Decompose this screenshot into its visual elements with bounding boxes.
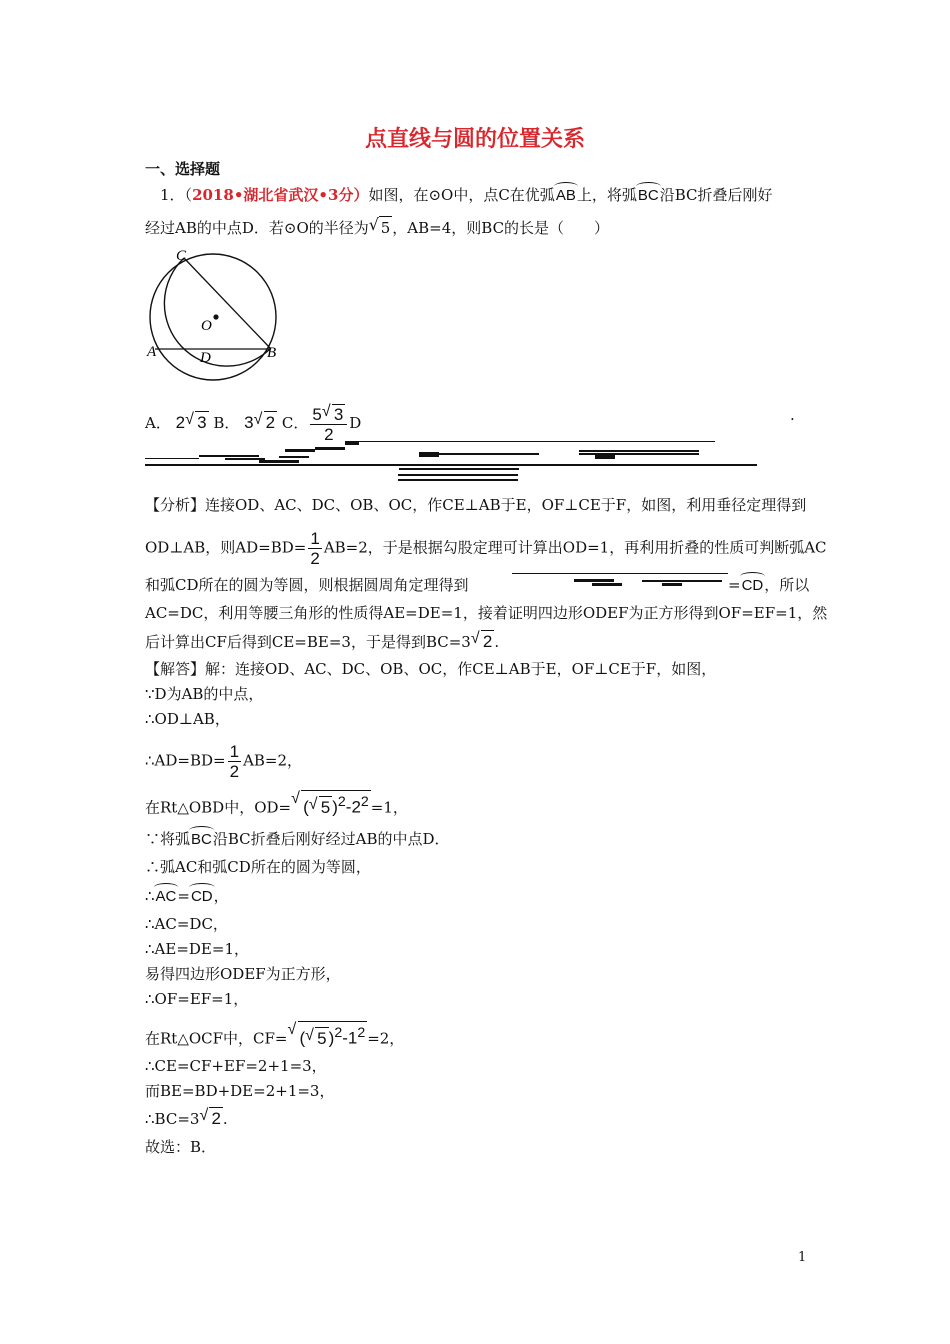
option-b-sqrt: √ 2 bbox=[254, 411, 277, 434]
analysis-line-3: 和弧CD所在的圆为等圆，则根据圆周角定理得到 bbox=[145, 576, 469, 594]
arc-bc: BC bbox=[637, 185, 660, 207]
option-a-label: A． bbox=[145, 414, 171, 432]
garbled-scan-inline bbox=[512, 570, 728, 588]
circle-figure bbox=[143, 246, 293, 386]
sqrt-radius: √ 5 bbox=[369, 216, 393, 239]
center-point bbox=[213, 314, 218, 319]
solution-line-13: 在Rt△OCF中，CF=√ (√ 5 )$^2-1^2 =2$， bbox=[145, 1021, 404, 1050]
solution-line-2: ∵D为AB的中点， bbox=[145, 685, 264, 703]
question-line-1: 1．（2018•湖北省武汉•3分）如图，在⊙O中，点C在优弧AB上，将弧BC沿BC折叠后刚好 bbox=[160, 184, 772, 207]
page-number: 1 bbox=[798, 1250, 807, 1265]
main-circle bbox=[150, 254, 276, 380]
option-b-label: B． bbox=[213, 414, 240, 432]
option-c-fraction: $\frac{5√ 3}{2}$ bbox=[310, 404, 347, 444]
option-a-coef: 2 bbox=[175, 413, 186, 432]
question-line-2: 经过AB的中点D．若⊙O的半径为√ 5 ，AB=4，则BC的长是（ ） bbox=[145, 216, 609, 239]
solution-line-12: ∴OF=EF=1， bbox=[145, 990, 249, 1008]
sqrt-cf: √ (√ 5 )$^2-1^2$ bbox=[288, 1021, 368, 1050]
solution-line-17: 故选：B． bbox=[145, 1138, 217, 1156]
arc-ab: AB bbox=[555, 185, 577, 207]
analysis-line-1: 【分析】连接OD、AC、DC、OB、OC，作CE⊥AB于E，OF⊥CE于F，如图，利用垂径定理得到 bbox=[145, 496, 807, 514]
chord-bc bbox=[184, 258, 271, 349]
answer-options bbox=[145, 404, 361, 444]
fraction-half-2: $\frac{1}{2}$ bbox=[229, 742, 240, 781]
garbled-scan-strip bbox=[145, 440, 757, 470]
page-title: 点直线与圆的位置关系 bbox=[364, 126, 585, 152]
sqrt-two: √ 2 bbox=[471, 630, 494, 653]
option-d-label: D bbox=[349, 414, 362, 432]
arc-ac: AC bbox=[155, 886, 178, 908]
analysis-line-2: OD⊥AB，则AD=BD= $\frac{1}{2}$ AB=2，于是根据勾股定理可计算出OD=1，再利用折叠的性质可判断弧AC bbox=[145, 529, 827, 568]
solution-line-14: ∴CE=CF+EF=2+1=3， bbox=[145, 1057, 327, 1075]
analysis-line-4: AC=DC，利用等腰三角形的性质得AE=DE=1，接着证明四边形ODEF为正方形得到OF=EF=1，然 bbox=[145, 604, 828, 622]
question-number: 1． bbox=[160, 186, 185, 204]
source-place: 湖北省武汉 bbox=[243, 186, 319, 204]
analysis-line-3-tail: =CD，所以 bbox=[728, 574, 809, 597]
solution-line-8: ∴AC=CD， bbox=[145, 885, 229, 908]
sqrt-two-2: √ 2 bbox=[199, 1107, 222, 1130]
solution-line-1: 【解答】解：连接OD、AC、DC、OB、OC，作CE⊥AB于E，OF⊥CE于F，如图， bbox=[145, 660, 717, 678]
label-d: D bbox=[200, 350, 211, 366]
solution-line-5: 在Rt△OBD中，OD=√ (√ 5 )$^2-2^2 =1$， bbox=[145, 790, 408, 819]
arc-cd: CD bbox=[741, 575, 765, 597]
solution-line-11: 易得四边形ODEF为正方形， bbox=[145, 965, 341, 983]
solution-line-4: ∴AD=BD= $\frac{1}{2}$ AB=2， bbox=[145, 742, 303, 781]
section-heading: 一、选择题 bbox=[145, 160, 221, 178]
label-b: B bbox=[267, 345, 277, 361]
sqrt-od: √ (√ 5 )$^2-2^2$ bbox=[291, 790, 371, 819]
solution-line-16: ∴BC=3√ 2 . bbox=[145, 1107, 228, 1130]
analysis-line-5: 后计算出CF后得到CE=BE=3，于是得到BC=3√ 2 . bbox=[145, 630, 499, 653]
arc-cd-2: CD bbox=[190, 886, 214, 908]
fraction-half: $\frac{1}{2}$ bbox=[310, 529, 320, 568]
label-a: A bbox=[147, 344, 157, 360]
solution-line-6: ∵将弧BC沿BC折叠后刚好经过AB的中点D． bbox=[145, 828, 450, 851]
solution-line-10: ∴AE=DE=1， bbox=[145, 940, 249, 958]
label-o: O bbox=[201, 318, 212, 334]
garbled-scan-strip-2 bbox=[398, 472, 520, 484]
label-c: C bbox=[176, 248, 187, 264]
folded-arc bbox=[164, 258, 270, 366]
option-b-coef: 3 bbox=[244, 413, 254, 432]
option-d-end: . bbox=[790, 406, 795, 424]
option-c-label: C． bbox=[281, 414, 309, 432]
source-tail: •3分） bbox=[318, 186, 369, 204]
source-year: 2018 bbox=[192, 186, 234, 204]
arc-bc-2: BC bbox=[190, 829, 213, 851]
solution-line-7: ∴弧AC和弧CD所在的圆为等圆， bbox=[145, 858, 371, 876]
solution-line-9: ∴AC=DC， bbox=[145, 915, 228, 933]
solution-line-3: ∴OD⊥AB， bbox=[145, 710, 230, 728]
option-a-sqrt: √ 3 bbox=[185, 411, 208, 434]
solution-line-15: 而BE=BD+DE=2+1=3， bbox=[145, 1082, 335, 1100]
